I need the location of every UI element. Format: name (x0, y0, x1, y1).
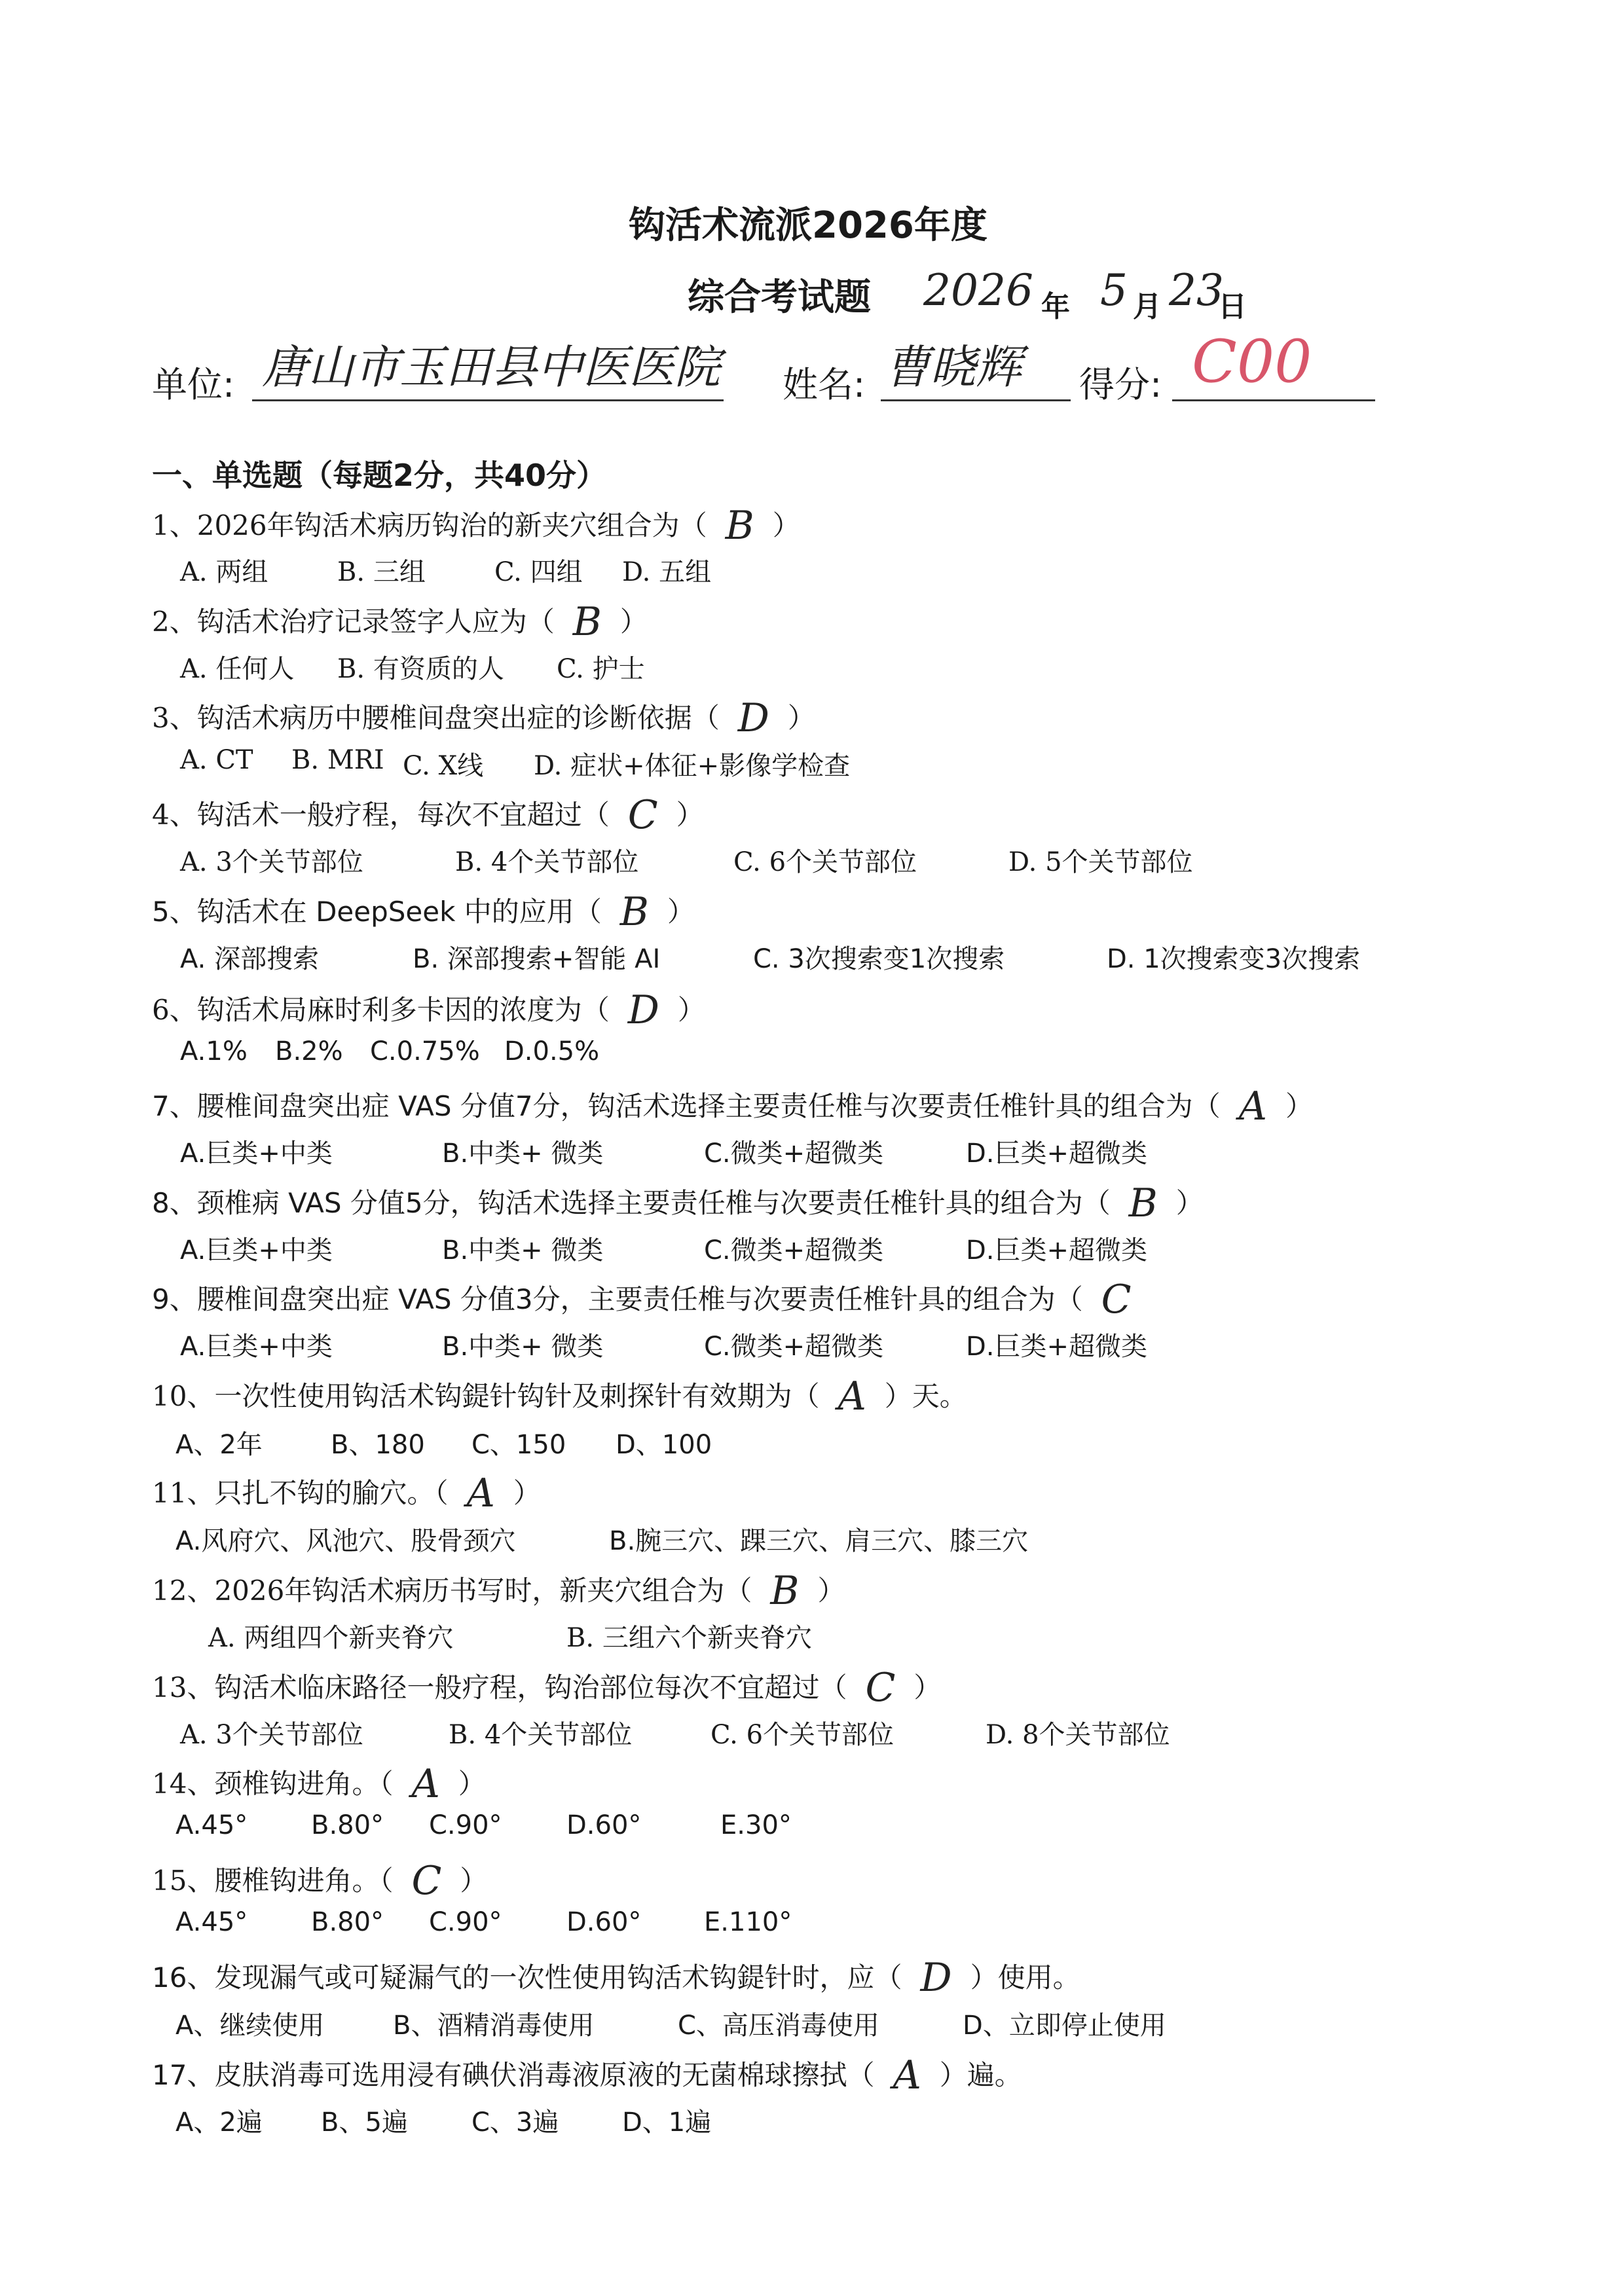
answer-handwritten: A (466, 1470, 495, 1516)
q2-option-a: A. 任何人 (180, 654, 295, 684)
unit-value-handwritten: 唐山市玉田县中医医院 (262, 340, 720, 394)
q6-option-a: A.1% (180, 1036, 248, 1066)
q17-option-a: A、2遍 (175, 2107, 263, 2138)
question-suffix: ） (817, 1575, 845, 1607)
q16-option-b: B、酒精消毒使用 (393, 2011, 595, 2041)
question-text: 8、颈椎病 VAS 分值5分，钩活术选择主要责任椎与次要责任椎针具的组合为（ (152, 1187, 1111, 1219)
question-text: 2、钩活术治疗记录签字人应为（ (152, 606, 555, 638)
q8-option-a: A.巨类+中类 (180, 1235, 333, 1266)
q1-option-a: A. 两组 (180, 557, 268, 587)
score-value-handwritten: C00 (1192, 327, 1312, 396)
date-year-char: 年 (1041, 290, 1070, 323)
question-10 (152, 1374, 967, 1419)
question-text: 11、只扎不钩的腧穴。（ (152, 1477, 449, 1509)
unit-label: 单位: (152, 364, 235, 405)
question-suffix: ） (458, 1768, 486, 1800)
name-label: 姓名: (783, 364, 866, 405)
q2-option-c: C. 护士 (557, 654, 645, 684)
question-12 (152, 1568, 845, 1614)
q9-option-d: D.巨类+超微类 (966, 1332, 1148, 1362)
q5-option-a: A. 深部搜索 (180, 944, 320, 974)
question-4 (152, 792, 704, 838)
question-suffix: ） (513, 1477, 541, 1509)
answer-handwritten: C (627, 792, 658, 838)
q13-option-c: C. 6个关节部位 (710, 1720, 895, 1750)
q6-option-b: B.2% (275, 1036, 343, 1066)
q15-option-b: B.80° (311, 1907, 384, 1937)
q9-option-b: B.中类+ 微类 (442, 1332, 604, 1362)
answer-handwritten: A (893, 2052, 921, 2098)
q1-option-b: B. 三组 (337, 557, 426, 587)
question-5 (152, 889, 695, 935)
q14-option-b: B.80° (311, 1810, 384, 1840)
q1-option-d: D. 五组 (622, 557, 712, 587)
q7-option-b: B.中类+ 微类 (442, 1139, 604, 1169)
question-14 (152, 1761, 486, 1807)
answer-handwritten: C (411, 1858, 442, 1904)
question-text: 6、钩活术局麻时利多卡因的浓度为（ (152, 994, 610, 1026)
q7-option-c: C.微类+超微类 (704, 1139, 884, 1169)
q13-option-d: D. 8个关节部位 (986, 1720, 1170, 1750)
q4-option-b: B. 4个关节部位 (455, 847, 639, 877)
q14-option-d: D.60° (566, 1810, 642, 1840)
question-suffix: ） (1175, 1187, 1204, 1219)
question-suffix: ） (676, 799, 704, 831)
q8-option-d: D.巨类+超微类 (966, 1235, 1148, 1266)
answer-handwritten: C (865, 1665, 896, 1711)
question-text: 9、腰椎间盘突出症 VAS 分值3分，主要责任椎与次要责任椎针具的组合为（ (152, 1283, 1083, 1315)
q11-option-a: A.风府穴、风池穴、股骨颈穴 (175, 1526, 516, 1556)
question-text: 12、2026年钩活术病历书写时，新夹穴组合为（ (152, 1575, 752, 1607)
q2-option-b: B. 有资质的人 (337, 654, 504, 684)
q16-option-d: D、立即停止使用 (963, 2011, 1166, 2041)
exam-title-line1: 钩活术流派2026年度 (629, 204, 987, 247)
question-8 (152, 1180, 1204, 1226)
q1-option-c: C. 四组 (494, 557, 583, 587)
question-3 (152, 695, 815, 741)
q13-option-a: A. 3个关节部位 (180, 1720, 363, 1750)
question-1 (152, 503, 800, 549)
q15-option-c: C.90° (429, 1907, 502, 1937)
question-text: 14、颈椎钩进角。（ (152, 1768, 394, 1800)
question-text: 7、腰椎间盘突出症 VAS 分值7分，钩活术选择主要责任椎与次要责任椎针具的组合为（ (152, 1090, 1221, 1122)
q7-option-a: A.巨类+中类 (180, 1139, 333, 1169)
question-text: 5、钩活术在 DeepSeek 中的应用（ (152, 896, 602, 928)
answer-handwritten: B (1128, 1180, 1158, 1226)
answer-handwritten: D (920, 1955, 952, 2001)
question-suffix: ） (772, 509, 800, 541)
unit-line (252, 399, 724, 401)
answer-handwritten: B (572, 599, 602, 645)
question-6 (152, 987, 705, 1033)
q15-option-e: E.110° (704, 1907, 792, 1937)
q17-option-c: C、3遍 (471, 2107, 559, 2138)
q8-option-c: C.微类+超微类 (704, 1235, 884, 1266)
question-suffix: ） (677, 994, 705, 1026)
question-7 (152, 1084, 1313, 1129)
answer-handwritten: D (627, 987, 659, 1033)
question-9 (152, 1277, 1150, 1322)
question-text: 17、皮肤消毒可选用浸有碘伏消毒液原液的无菌棉球擦拭（ (152, 2059, 875, 2091)
q15-option-d: D.60° (566, 1907, 642, 1937)
q15-option-a: A.45° (175, 1907, 248, 1937)
question-suffix: ）天。 (884, 1380, 967, 1412)
q5-option-c: C. 3次搜索变1次搜索 (753, 944, 1005, 974)
answer-handwritten: A (838, 1374, 866, 1419)
q14-option-c: C.90° (429, 1810, 502, 1840)
date-month-char: 月 (1133, 290, 1162, 323)
q16-option-a: A、继续使用 (175, 2011, 325, 2041)
q17-option-d: D、1遍 (622, 2107, 712, 2138)
q14-option-a: A.45° (175, 1810, 248, 1840)
q8-option-b: B.中类+ 微类 (442, 1235, 604, 1266)
question-11 (152, 1470, 541, 1516)
q3-option-a: A. CT (180, 745, 253, 775)
question-16 (152, 1955, 1080, 2001)
name-line (881, 399, 1071, 401)
date-year-handwritten: 2026 (923, 265, 1033, 316)
q5-option-b: B. 深部搜索+智能 AI (413, 944, 661, 974)
q3-option-c: C. X线 (403, 751, 484, 781)
question-text: 1、2026年钩活术病历钩治的新夹穴组合为（ (152, 509, 707, 541)
name-value-handwritten: 曹晓辉 (884, 340, 1022, 394)
question-suffix: ） (460, 1865, 488, 1897)
question-text: 13、钩活术临床路径一般疗程，钩治部位每次不宜超过（ (152, 1671, 847, 1704)
q12-option-a: A. 两组四个新夹脊穴 (208, 1623, 454, 1653)
date-day-handwritten: 23 (1169, 265, 1224, 316)
answer-handwritten: A (1238, 1084, 1267, 1129)
question-text: 16、发现漏气或可疑漏气的一次性使用钩活术钩鍉针时，应（ (152, 1961, 902, 1994)
question-suffix: ） (667, 896, 695, 928)
q16-option-c: C、高压消毒使用 (678, 2011, 879, 2041)
q5-option-d: D. 1次搜索变3次搜索 (1107, 944, 1361, 974)
question-text: 15、腰椎钩进角。（ (152, 1865, 394, 1897)
question-13 (152, 1665, 941, 1711)
question-suffix: ） (787, 702, 815, 734)
answer-handwritten: B (619, 889, 649, 935)
answer-handwritten: B (770, 1568, 800, 1614)
q7-option-d: D.巨类+超微类 (966, 1139, 1148, 1169)
q12-option-b: B. 三组六个新夹脊穴 (566, 1623, 812, 1653)
q14-option-e: E.30° (720, 1810, 792, 1840)
q4-option-c: C. 6个关节部位 (733, 847, 917, 877)
q3-option-d: D. 症状+体征+影像学检查 (534, 751, 851, 781)
q10-option-d: D、100 (616, 1430, 712, 1460)
question-suffix: ） (1285, 1090, 1313, 1122)
q10-option-b: B、180 (331, 1430, 425, 1460)
q4-option-d: D. 5个关节部位 (1008, 847, 1193, 877)
answer-handwritten: D (737, 695, 769, 741)
question-15 (152, 1858, 487, 1904)
date-day-char: 日 (1218, 290, 1247, 323)
question-suffix: ） (913, 1671, 942, 1704)
q13-option-b: B. 4个关节部位 (449, 1720, 633, 1750)
section-title: 一、单选题（每题2分，共40分） (152, 458, 607, 493)
q6-option-d: D.0.5% (504, 1036, 600, 1066)
question-text: 10、一次性使用钩活术钩鍉针钩针及刺探针有效期为（ (152, 1380, 820, 1412)
score-line (1172, 399, 1375, 401)
question-suffix: ）遍。 (939, 2059, 1022, 2091)
score-label: 得分: (1079, 364, 1162, 405)
exam-title-line2: 综合考试题 (688, 276, 871, 319)
q10-option-c: C、150 (471, 1430, 566, 1460)
question-text: 3、钩活术病历中腰椎间盘突出症的诊断依据（ (152, 702, 720, 734)
q17-option-b: B、5遍 (321, 2107, 408, 2138)
q6-option-c: C.0.75% (370, 1036, 480, 1066)
q11-option-b: B.腕三穴、踝三穴、肩三穴、膝三穴 (609, 1526, 1029, 1556)
date-month-handwritten: 5 (1100, 265, 1128, 316)
q4-option-a: A. 3个关节部位 (180, 847, 363, 877)
question-17 (152, 2052, 1022, 2098)
question-text: 4、钩活术一般疗程，每次不宜超过（ (152, 799, 610, 831)
question-2 (152, 599, 648, 645)
answer-handwritten: A (411, 1761, 440, 1807)
q9-option-c: C.微类+超微类 (704, 1332, 884, 1362)
q3-option-b: B. MRI (291, 745, 384, 775)
question-suffix: ）使用。 (970, 1961, 1080, 1994)
q9-option-a: A.巨类+中类 (180, 1332, 333, 1362)
q10-option-a: A、2年 (175, 1430, 263, 1460)
answer-handwritten: C (1101, 1277, 1132, 1322)
answer-handwritten: B (725, 503, 754, 549)
question-suffix: ） (619, 606, 648, 638)
